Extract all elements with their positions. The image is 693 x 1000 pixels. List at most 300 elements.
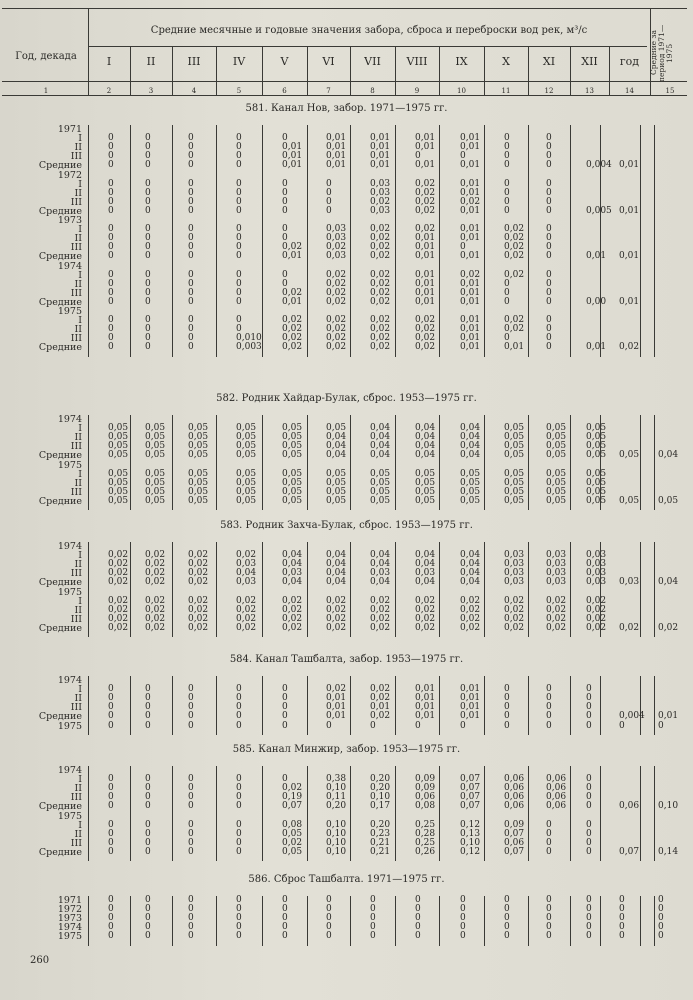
table-cell: 0,01 bbox=[586, 342, 607, 353]
table-cell: 0 bbox=[586, 837, 592, 848]
header-divider bbox=[307, 46, 308, 95]
table-cell: 0,05 bbox=[326, 423, 347, 434]
table-cell: 0,02 bbox=[145, 550, 166, 561]
row-label: 1974 bbox=[57, 922, 82, 934]
row-label: 1975 bbox=[57, 586, 82, 598]
table-cell: 0,04 bbox=[460, 450, 481, 461]
table-cell: 0,02 bbox=[415, 595, 436, 606]
table-cell: 0,03 bbox=[415, 568, 436, 579]
table-cell: 0 bbox=[188, 233, 194, 244]
table-cell: 0 bbox=[236, 801, 242, 812]
table-cell: 0 bbox=[145, 287, 151, 298]
table-cell: 0,04 bbox=[282, 550, 303, 561]
table-cell: 0 bbox=[504, 333, 510, 344]
table-cell: 0,02 bbox=[504, 613, 525, 624]
page-number: 260 bbox=[30, 955, 50, 966]
table-cell: 0 bbox=[108, 702, 114, 713]
table-cell: 0,03 bbox=[586, 550, 607, 561]
table-cell: 0,02 bbox=[108, 559, 129, 570]
table-cell: 0,02 bbox=[326, 269, 347, 280]
column-rule bbox=[88, 766, 89, 861]
table-cell: 0,06 bbox=[546, 801, 567, 812]
column-rule bbox=[307, 766, 308, 861]
row-label: I bbox=[78, 315, 82, 327]
table-cell: 0,05 bbox=[370, 477, 391, 488]
table-cell: 0 bbox=[546, 278, 552, 289]
table-cell: 0,05 bbox=[145, 423, 166, 434]
header-divider bbox=[130, 46, 131, 95]
table-cell: 0,01 bbox=[370, 160, 391, 171]
table-cell: 0,04 bbox=[282, 559, 303, 570]
table-cell: 0 bbox=[658, 904, 664, 915]
table-cell: 0 bbox=[546, 242, 552, 253]
header-divider bbox=[528, 46, 529, 95]
table-cell: 0,05 bbox=[188, 423, 209, 434]
header-col-number: 7 bbox=[326, 87, 331, 95]
table-cell: 0,03 bbox=[546, 550, 567, 561]
table-cell: 0 bbox=[236, 178, 242, 189]
row-label: II bbox=[74, 559, 82, 571]
table-cell: 0 bbox=[546, 904, 552, 915]
table-cell: 0,02 bbox=[326, 333, 347, 344]
table-cell: 0,02 bbox=[236, 550, 257, 561]
header-col-number: 13 bbox=[585, 87, 594, 95]
table-cell: 0,06 bbox=[504, 792, 525, 803]
column-rule bbox=[570, 125, 571, 357]
table-cell: 0,06 bbox=[504, 783, 525, 794]
table-cell: 0 bbox=[586, 922, 592, 933]
table-cell: 0 bbox=[108, 774, 114, 785]
table-cell: 0,05 bbox=[460, 477, 481, 488]
table-cell: 0,02 bbox=[326, 595, 347, 606]
column-rule bbox=[484, 676, 485, 735]
table-cell: 0 bbox=[282, 711, 288, 722]
column-rule bbox=[439, 676, 440, 735]
table-cell: 0,06 bbox=[504, 774, 525, 785]
row-label: 1974 bbox=[57, 260, 82, 272]
table-cell: 0,04 bbox=[236, 568, 257, 579]
table-cell: 0 bbox=[370, 895, 376, 905]
table-cell: 0,03 bbox=[586, 577, 607, 588]
table-cell: 0 bbox=[619, 931, 625, 942]
table-cell: 0 bbox=[145, 196, 151, 207]
column-rule bbox=[484, 542, 485, 637]
table-cell: 0 bbox=[586, 904, 592, 915]
header-col-number: 6 bbox=[282, 87, 287, 95]
table-cell: 0,12 bbox=[460, 846, 481, 857]
table-cell: 0,02 bbox=[415, 324, 436, 335]
table-cell: 0 bbox=[236, 287, 242, 298]
column-rule bbox=[350, 676, 351, 735]
column-rule bbox=[216, 766, 217, 861]
table-cell: 0 bbox=[145, 187, 151, 198]
table-cell: 0,03 bbox=[619, 577, 640, 588]
table-cell: 0,02 bbox=[188, 577, 209, 588]
table-cell: 0,01 bbox=[460, 287, 481, 298]
table-cell: 0,02 bbox=[370, 233, 391, 244]
table-cell: 0 bbox=[370, 720, 376, 731]
table-cell: 0 bbox=[586, 931, 592, 942]
table-cell: 0 bbox=[188, 895, 194, 905]
header-col-number: 9 bbox=[414, 87, 420, 95]
table-cell: 0 bbox=[504, 142, 510, 153]
column-rule bbox=[570, 766, 571, 861]
table-cell: 0 bbox=[108, 846, 114, 857]
table-cell: 0,14 bbox=[658, 846, 679, 857]
row-label: Средние bbox=[38, 711, 82, 723]
row-label: 1974 bbox=[57, 675, 82, 686]
table-cell: 0,02 bbox=[415, 333, 436, 344]
table-cell: 0,07 bbox=[460, 783, 481, 794]
table-cell: 0,02 bbox=[282, 242, 303, 253]
table-cell: 0 bbox=[504, 133, 510, 144]
column-rule bbox=[307, 415, 308, 510]
column-rule bbox=[262, 766, 263, 861]
table-cell: 0,02 bbox=[370, 622, 391, 633]
table-cell: 0 bbox=[282, 702, 288, 713]
table-cell: 0,02 bbox=[586, 595, 607, 606]
table-cell: 0,02 bbox=[145, 604, 166, 615]
table-cell: 0 bbox=[145, 324, 151, 335]
table-cell: 0,25 bbox=[415, 837, 436, 848]
table-cell: 0,03 bbox=[236, 577, 257, 588]
table-cell: 0 bbox=[108, 133, 114, 144]
row-label: 1975 bbox=[57, 931, 82, 943]
table-cell: 0 bbox=[188, 196, 194, 207]
table-cell: 0,01 bbox=[415, 269, 436, 280]
table-cell: 0,01 bbox=[370, 133, 391, 144]
table-cell: 0 bbox=[145, 178, 151, 189]
column-rule bbox=[570, 415, 571, 510]
section-title: 585. Канал Минжир, забор. 1953—1975 гг. bbox=[232, 744, 461, 755]
table-cell: 0 bbox=[236, 711, 242, 722]
table-cell: 0 bbox=[460, 931, 466, 942]
table-cell: 0,02 bbox=[326, 287, 347, 298]
table-cell: 0 bbox=[145, 711, 151, 722]
table-cell: 0 bbox=[504, 693, 510, 704]
table-cell: 0,05 bbox=[326, 495, 347, 506]
table-cell: 0,01 bbox=[460, 233, 481, 244]
table-cell: 0,01 bbox=[326, 142, 347, 153]
row-label: III bbox=[70, 613, 82, 625]
table-cell: 0 bbox=[546, 287, 552, 298]
table-cell: 0 bbox=[145, 142, 151, 153]
column-rule bbox=[262, 676, 263, 735]
table-cell: 0 bbox=[108, 837, 114, 848]
table-cell: 0,05 bbox=[145, 432, 166, 443]
table-cell: 0,01 bbox=[282, 296, 303, 307]
table-cell: 0 bbox=[145, 342, 151, 353]
table-cell: 0 bbox=[236, 133, 242, 144]
table-cell: 0,01 bbox=[415, 133, 436, 144]
table-cell: 0 bbox=[658, 913, 664, 924]
table-cell: 0,05 bbox=[282, 450, 303, 461]
table-cell: 0,02 bbox=[108, 577, 129, 588]
column-rule bbox=[654, 125, 655, 357]
table-cell: 0,05 bbox=[504, 432, 525, 443]
table-cell: 0,01 bbox=[282, 151, 303, 162]
table-cell: 0,06 bbox=[504, 837, 525, 848]
table-cell: 0,05 bbox=[145, 450, 166, 461]
table-cell: 0,05 bbox=[108, 477, 129, 488]
table-cell: 0,06 bbox=[504, 801, 525, 812]
column-rule bbox=[395, 125, 396, 357]
column-rule bbox=[172, 766, 173, 861]
table-cell: 0,02 bbox=[546, 622, 567, 633]
table-cell: 0,02 bbox=[326, 613, 347, 624]
table-cell: 0 bbox=[546, 819, 552, 830]
column-rule bbox=[130, 676, 131, 735]
table-cell: 0,01 bbox=[415, 233, 436, 244]
row-label: Средние bbox=[38, 846, 82, 858]
table-cell: 0 bbox=[504, 160, 510, 171]
table-cell: 0,20 bbox=[370, 819, 391, 830]
table-cell: 0 bbox=[236, 205, 242, 216]
table-cell: 0 bbox=[145, 783, 151, 794]
header-divider bbox=[262, 46, 263, 95]
table-cell: 0,01 bbox=[460, 684, 481, 695]
table-cell: 0 bbox=[108, 324, 114, 335]
table-cell: 0 bbox=[188, 702, 194, 713]
table-cell: 0,02 bbox=[370, 595, 391, 606]
header-divider bbox=[570, 46, 571, 95]
table-cell: 0,08 bbox=[415, 801, 436, 812]
table-cell: 0 bbox=[546, 142, 552, 153]
row-label: Средние bbox=[38, 622, 82, 634]
table-cell: 0,05 bbox=[282, 441, 303, 452]
table-cell: 0,04 bbox=[282, 577, 303, 588]
table-cell: 0 bbox=[546, 315, 552, 326]
table-cell: 0 bbox=[236, 922, 242, 933]
table-cell: 0 bbox=[619, 895, 625, 905]
table-cell: 0 bbox=[236, 242, 242, 253]
table-cell: 0,07 bbox=[460, 801, 481, 812]
header-col-number: 1 bbox=[43, 87, 49, 95]
table-cell: 0 bbox=[504, 931, 510, 942]
header-month-10: X bbox=[502, 55, 510, 68]
table-cell: 0 bbox=[460, 922, 466, 933]
row-label: 1971 bbox=[57, 124, 82, 135]
table-cell: 0 bbox=[188, 333, 194, 344]
table-cell: 0 bbox=[326, 895, 332, 905]
column-rule bbox=[484, 125, 485, 357]
table-cell: 0 bbox=[546, 828, 552, 839]
table-cell: 0,21 bbox=[370, 846, 391, 857]
table-cell: 0 bbox=[546, 922, 552, 933]
table-cell: 0 bbox=[108, 801, 114, 812]
table-cell: 0,05 bbox=[326, 468, 347, 479]
table-cell: 0 bbox=[460, 904, 466, 915]
table-cell: 0,20 bbox=[326, 801, 347, 812]
table-cell: 0,02 bbox=[188, 595, 209, 606]
table-cell: 0,05 bbox=[236, 477, 257, 488]
table-cell: 0 bbox=[188, 828, 194, 839]
row-label: Средние bbox=[38, 450, 82, 462]
table-cell: 0,02 bbox=[108, 613, 129, 624]
table-cell: 0,02 bbox=[415, 205, 436, 216]
column-rule bbox=[439, 766, 440, 861]
row-label: III bbox=[70, 151, 82, 163]
table-cell: 0,02 bbox=[370, 342, 391, 353]
table-cell: 0,02 bbox=[236, 595, 257, 606]
row-label: Средние bbox=[38, 296, 82, 308]
table-cell: 0 bbox=[188, 224, 194, 235]
table-cell: 0,07 bbox=[504, 828, 525, 839]
header-month-3: III bbox=[187, 55, 201, 68]
table-cell: 0,03 bbox=[586, 559, 607, 570]
table-cell: 0,02 bbox=[504, 224, 525, 235]
column-rule bbox=[528, 125, 529, 357]
table-cell: 0 bbox=[188, 801, 194, 812]
row-label: III bbox=[70, 333, 82, 345]
section-title: 584. Канал Ташбалта, забор. 1953—1975 гг. bbox=[229, 654, 464, 665]
table-cell: 0 bbox=[282, 205, 288, 216]
table-cell: 0,04 bbox=[326, 559, 347, 570]
table-cell: 0 bbox=[108, 160, 114, 171]
table-cell: 0,02 bbox=[370, 251, 391, 262]
table-cell: 0,02 bbox=[504, 324, 525, 335]
table-cell: 0 bbox=[415, 913, 421, 924]
table-cell: 0,05 bbox=[370, 495, 391, 506]
column-rule bbox=[350, 415, 351, 510]
column-rule bbox=[570, 896, 571, 946]
table-cell: 0 bbox=[586, 792, 592, 803]
table-cell: 0 bbox=[546, 160, 552, 171]
table-cell: 0 bbox=[108, 196, 114, 207]
table-cell: 0 bbox=[460, 151, 466, 162]
table-cell: 0,02 bbox=[326, 604, 347, 615]
table-cell: 0 bbox=[188, 783, 194, 794]
column-rule bbox=[172, 896, 173, 946]
table-cell: 0 bbox=[108, 792, 114, 803]
row-label: 1975 bbox=[57, 720, 82, 732]
table-cell: 0 bbox=[188, 720, 194, 731]
table-cell: 0 bbox=[586, 711, 592, 722]
table-cell: 0,19 bbox=[282, 792, 303, 803]
table-cell: 0,004 bbox=[619, 711, 645, 722]
table-cell: 0,01 bbox=[415, 693, 436, 704]
table-cell: 0 bbox=[504, 178, 510, 189]
table-cell: 0 bbox=[108, 922, 114, 933]
table-cell: 0 bbox=[586, 702, 592, 713]
table-cell: 0,05 bbox=[236, 423, 257, 434]
column-rule bbox=[350, 766, 351, 861]
row-label: 1973 bbox=[57, 215, 82, 226]
table-cell: 0,02 bbox=[326, 684, 347, 695]
table-cell: 0,02 bbox=[504, 604, 525, 615]
column-rule bbox=[528, 896, 529, 946]
column-rule bbox=[570, 676, 571, 735]
header-col-number: 12 bbox=[544, 87, 554, 95]
table-cell: 0 bbox=[108, 142, 114, 153]
table-cell: 0 bbox=[188, 287, 194, 298]
section-title: 583. Родник Захча-Булак, сброс. 1953—1975 гг. bbox=[220, 520, 473, 531]
header-month-4: IV bbox=[232, 55, 246, 68]
table-cell: 0 bbox=[619, 922, 625, 933]
row-label: Средние bbox=[38, 251, 82, 263]
table-cell: 0,02 bbox=[282, 622, 303, 633]
table-cell: 0,02 bbox=[236, 613, 257, 624]
table-cell: 0 bbox=[108, 684, 114, 695]
table-cell: 0,05 bbox=[145, 477, 166, 488]
table-cell: 0,11 bbox=[326, 792, 347, 803]
table-cell: 0 bbox=[236, 819, 242, 830]
column-rule bbox=[654, 542, 655, 637]
header-divider bbox=[172, 46, 173, 95]
header-col-number: 15 bbox=[665, 87, 675, 95]
table-cell: 0,07 bbox=[460, 774, 481, 785]
table-cell: 0,02 bbox=[145, 568, 166, 579]
table-cell: 0,04 bbox=[415, 550, 436, 561]
table-cell: 0 bbox=[546, 895, 552, 905]
table-cell: 0,03 bbox=[586, 568, 607, 579]
table-cell: 0 bbox=[108, 233, 114, 244]
row-label: II bbox=[74, 278, 82, 290]
table-cell: 0 bbox=[236, 895, 242, 905]
table-cell: 0,04 bbox=[658, 450, 679, 461]
table-cell: 0,02 bbox=[504, 251, 525, 262]
table-cell: 0 bbox=[546, 224, 552, 235]
column-rule bbox=[640, 896, 641, 946]
table-cell: 0 bbox=[282, 922, 288, 933]
row-label: I bbox=[78, 595, 82, 607]
table-cell: 0 bbox=[236, 774, 242, 785]
header-month-12: XII bbox=[581, 55, 598, 68]
table-cell: 0 bbox=[145, 269, 151, 280]
table-cell: 0,02 bbox=[415, 187, 436, 198]
table-cell: 0,02 bbox=[282, 342, 303, 353]
table-cell: 0,02 bbox=[460, 622, 481, 633]
table-cell: 0,05 bbox=[188, 441, 209, 452]
row-label: III bbox=[70, 196, 82, 208]
table-cell: 0,01 bbox=[370, 142, 391, 153]
table-cell: 0,06 bbox=[415, 792, 436, 803]
table-cell: 0 bbox=[236, 684, 242, 695]
table-cell: 0,03 bbox=[546, 577, 567, 588]
table-cell: 0 bbox=[236, 142, 242, 153]
table-cell: 0 bbox=[108, 296, 114, 307]
table-cell: 0 bbox=[586, 684, 592, 695]
table-cell: 0,02 bbox=[504, 242, 525, 253]
table-cell: 0,02 bbox=[108, 550, 129, 561]
table-cell: 0,02 bbox=[658, 622, 679, 633]
column-rule bbox=[88, 542, 89, 637]
table-cell: 0 bbox=[236, 783, 242, 794]
row-label: II bbox=[74, 604, 82, 616]
table-cell: 0 bbox=[504, 278, 510, 289]
column-rule bbox=[439, 125, 440, 357]
table-cell: 0 bbox=[504, 205, 510, 216]
table-cell: 0 bbox=[236, 792, 242, 803]
table-cell: 0,01 bbox=[586, 251, 607, 262]
table-cell: 0 bbox=[282, 278, 288, 289]
table-cell: 0,02 bbox=[145, 559, 166, 570]
table-cell: 0,02 bbox=[370, 613, 391, 624]
table-cell: 0,04 bbox=[415, 450, 436, 461]
column-rule bbox=[172, 415, 173, 510]
table-cell: 0 bbox=[504, 895, 510, 905]
table-cell: 0 bbox=[145, 931, 151, 942]
table-cell: 0,04 bbox=[326, 441, 347, 452]
table-cell: 0,05 bbox=[108, 486, 129, 497]
column-rule bbox=[528, 542, 529, 637]
column-rule bbox=[350, 125, 351, 357]
row-label: 1975 bbox=[57, 306, 82, 317]
table-cell: 0,03 bbox=[370, 187, 391, 198]
row-label: Средние bbox=[38, 205, 82, 217]
table-cell: 0,04 bbox=[415, 432, 436, 443]
column-rule bbox=[395, 766, 396, 861]
